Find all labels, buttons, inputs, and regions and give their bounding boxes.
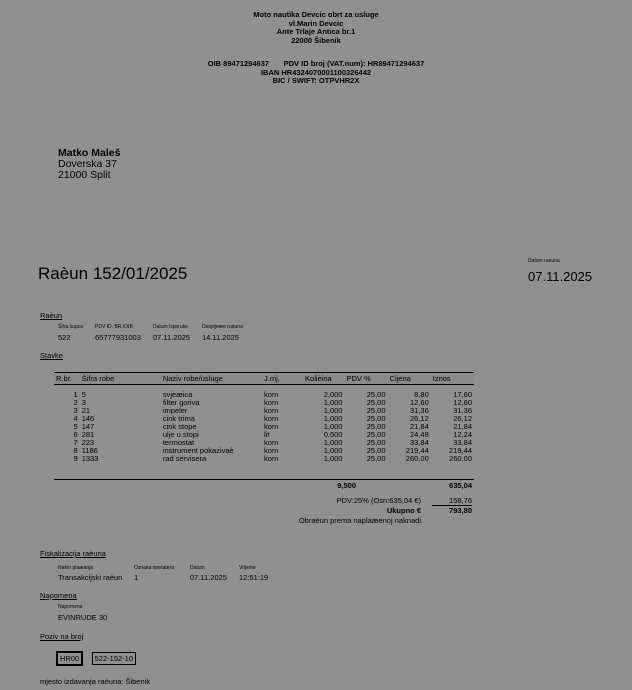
cell-kolicina: 2,000 — [323, 390, 343, 399]
label-datum: Datum — [190, 565, 205, 571]
header-jmj: J.mj. — [262, 373, 303, 385]
napomena-value: EVINRUDE 30 — [58, 613, 108, 622]
items-table — [54, 372, 474, 463]
cell-sifra: 223 — [81, 438, 95, 447]
cell-jmj: kom — [264, 438, 279, 447]
cell-jmj: kom — [264, 446, 279, 455]
cell-rbr: 1 — [73, 390, 78, 399]
cell-kolicina: 1,000 — [323, 398, 343, 407]
value-pdv-id: 65777931003 — [95, 333, 141, 342]
invoice-date-label: Datum raèuna — [528, 258, 560, 264]
buyer-city: 21000 Split — [58, 169, 111, 181]
cell-iznos: 33,84 — [453, 438, 472, 447]
cell-iznos: 21,84 — [453, 422, 472, 431]
label-oznaka-operatera: Oznaka operatera — [134, 565, 175, 571]
total-value: 793,80 — [449, 506, 472, 515]
cell-cijena: 24,48 — [409, 430, 429, 439]
napomena-title: Napomena — [40, 591, 77, 600]
label-vrijeme: Vrijeme — [239, 565, 256, 571]
cell-sifra: 147 — [81, 422, 95, 431]
cell-jmj: kom — [264, 398, 279, 407]
cell-cijena: 21,84 — [409, 422, 429, 431]
seller-city: 22000 Šibenik — [291, 35, 341, 45]
cell-kolicina: 1,000 — [323, 454, 343, 463]
cell-iznos: 26,12 — [453, 414, 472, 423]
cell-naziv: impeler — [162, 406, 188, 415]
items-header-row — [54, 373, 474, 385]
seller-iban: IBAN HR4324070001100326442 — [260, 67, 372, 77]
cell-rbr: 8 — [73, 446, 78, 455]
cell-naziv: cink stope — [162, 422, 197, 431]
label-nacin-placanja: Naèin plaæanja — [58, 565, 94, 571]
header-iznos: Iznos — [431, 373, 474, 385]
buyer-block — [58, 148, 120, 181]
cell-kolicina: 1,000 — [323, 446, 343, 455]
cell-jmj: kom — [264, 406, 279, 415]
cell-kolicina: 1,000 — [323, 406, 343, 415]
buyer-name: Matko Maleš — [58, 147, 121, 159]
header-naziv: Naziv robe/usluge — [161, 373, 262, 385]
seller-owner: vl.Marin Devcic — [288, 18, 344, 28]
cell-naziv: instrument pokazivaè — [162, 446, 234, 455]
header-kolicina: Kolièina — [303, 373, 344, 385]
cell-pdv: 25,00 — [366, 446, 386, 455]
cell-iznos: 219,44 — [449, 446, 472, 455]
cell-pdv: 25,00 — [366, 422, 386, 431]
cell-naziv: filter goriva — [162, 398, 200, 407]
cell-rbr: 7 — [73, 438, 78, 447]
header-rbr: R.br. — [54, 373, 80, 385]
totals-rule — [54, 479, 474, 480]
cell-iznos: 12,24 — [453, 430, 472, 439]
label-pdv-id: PDV ID. BR./OIB — [95, 324, 133, 330]
seller-street: Ante Trlaje Antica br.1 — [276, 27, 356, 36]
invoice-date: 07.11.2025 — [528, 269, 593, 284]
value-datum-isporuke: 07.11.2025 — [153, 333, 190, 342]
cell-cijena: 31,36 — [409, 406, 429, 415]
cell-sifra: 3 — [81, 398, 86, 407]
cell-naziv: rad servisera — [162, 454, 207, 463]
header-cijena: Cijena — [388, 373, 431, 385]
amount-sum: 635,04 — [449, 481, 472, 490]
pdv-label: PDV:25% (Osn:635,04 €) — [336, 496, 421, 505]
cell-iznos: 260,00 — [449, 454, 472, 463]
cell-rbr: 9 — [73, 454, 78, 463]
racun-section-title: Raèun — [40, 311, 63, 320]
cell-cijena: 12,60 — [409, 398, 429, 407]
cell-jmj: lit — [264, 430, 270, 439]
seller-bic: BIC / SWIFT: OTPVHR2X — [272, 76, 360, 85]
cell-pdv: 25,00 — [366, 454, 386, 463]
cell-jmj: kom — [264, 414, 279, 423]
cell-kolicina: 0,500 — [323, 430, 343, 439]
cell-kolicina: 1,000 — [323, 414, 343, 423]
value-dospijece: 14.11.2025 — [202, 333, 239, 342]
poziv-number: 522-152-10 — [92, 652, 136, 665]
cell-sifra: 1186 — [81, 446, 98, 455]
cell-rbr: 6 — [73, 430, 78, 439]
cell-cijena: 26,12 — [409, 414, 429, 423]
qty-sum: 9,500 — [337, 481, 356, 490]
cell-naziv: ulje u stopi — [162, 430, 199, 439]
cell-pdv: 25,00 — [366, 438, 386, 447]
cell-jmj: kom — [264, 422, 279, 431]
cell-cijena: 33,84 — [409, 438, 429, 447]
table-row — [54, 455, 474, 463]
cell-naziv: svjeæica — [162, 390, 193, 399]
cell-sifra: 1333 — [81, 454, 99, 463]
seller-tax-block — [0, 60, 632, 86]
cell-cijena: 219,44 — [405, 446, 429, 455]
value-vrijeme: 12:51:19 — [239, 573, 269, 582]
pdv-value: 158,76 — [432, 496, 472, 506]
cell-naziv: termostat — [162, 438, 195, 447]
seller-block — [0, 11, 632, 45]
cell-sifra: 5 — [81, 390, 86, 399]
poziv-boxes — [56, 648, 136, 666]
label-sifra-kupca: Šifra kupca — [58, 324, 84, 330]
calc-note: Obraèun prema naplaæenoj naknadi — [298, 516, 421, 525]
poziv-title: Poziv na broj — [40, 632, 84, 641]
seller-pdv-id: PDV ID broj (VAT.num): HR89471294637 — [283, 59, 425, 68]
place-of-issue: mjesto izdavanja raèuna: Šibenik — [40, 677, 151, 686]
cell-sifra: 146 — [81, 414, 95, 423]
cell-pdv: 25,00 — [366, 414, 386, 423]
cell-jmj: kom — [264, 454, 279, 463]
cell-rbr: 3 — [73, 406, 78, 415]
cell-cijena: 260,00 — [405, 454, 429, 463]
cell-sifra: 281 — [81, 430, 95, 439]
seller-oib: OIB 89471294637 — [207, 59, 270, 68]
buyer-street: Doverska 37 — [58, 158, 117, 170]
cell-rbr: 4 — [73, 414, 78, 423]
value-nacin-placanja: Transakcijski raèun — [58, 573, 123, 582]
cell-kolicina: 1,000 — [323, 438, 343, 447]
cell-iznos: 12,60 — [453, 398, 472, 407]
value-datum: 07.11.2025 — [190, 573, 227, 582]
label-dospijece: Dospijeæe raèuna — [202, 324, 243, 330]
stavke-title: Stavke — [40, 351, 63, 360]
cell-rbr: 2 — [73, 398, 78, 407]
poziv-model: HR00 — [56, 651, 83, 666]
napomena-label: Napomena — [58, 604, 83, 610]
invoice-title: Raèun 152/01/2025 — [38, 264, 188, 283]
seller-name: Moto nautika Devcic obrt za usluge — [253, 10, 379, 19]
label-datum-isporuke: Datum isporuke — [153, 324, 189, 330]
cell-pdv: 25,00 — [366, 406, 386, 415]
cell-iznos: 17,60 — [453, 390, 472, 399]
fiscal-title: Fiskalizacija raèuna — [40, 549, 106, 558]
cell-pdv: 25,00 — [366, 430, 386, 439]
cell-rbr: 5 — [73, 422, 78, 431]
value-sifra-kupca: 522 — [58, 333, 71, 342]
cell-naziv: cink trima — [162, 414, 195, 423]
value-oznaka-operatera: 1 — [134, 573, 139, 582]
cell-pdv: 25,00 — [366, 390, 386, 399]
total-label: Ukupno € — [386, 506, 421, 515]
cell-jmj: kom — [264, 390, 279, 399]
header-sifra: Šifra robe — [80, 373, 161, 385]
table-row — [54, 385, 474, 400]
cell-kolicina: 1,000 — [323, 422, 343, 431]
cell-cijena: 8,80 — [414, 390, 429, 399]
cell-iznos: 31,36 — [453, 406, 472, 415]
cell-sifra: 21 — [81, 406, 91, 415]
cell-pdv: 25,00 — [366, 398, 386, 407]
header-pdv: PDV % — [345, 373, 388, 385]
